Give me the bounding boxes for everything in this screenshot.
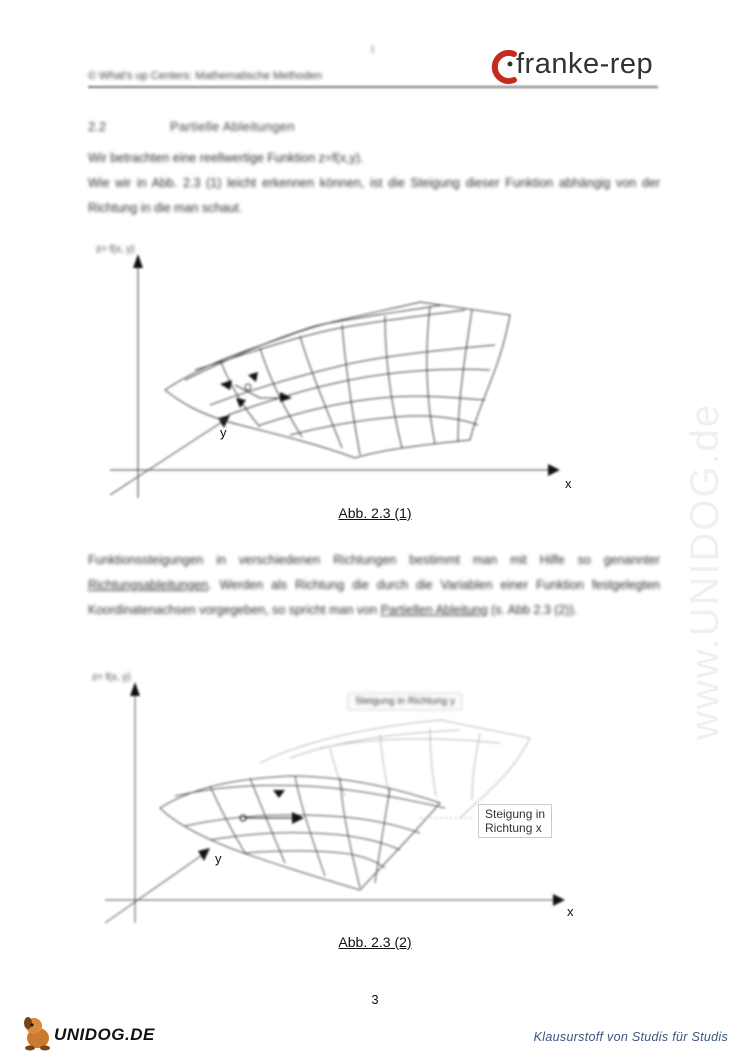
paragraph-1-line-2: Wie wir in Abb. 2.3 (1) leicht erkennen können, ist die Steigung dieser Funktion abhängig von der Richtung in die man schaut. bbox=[88, 176, 660, 215]
link-partiellen-ableitung[interactable]: Partiellen Ableitung bbox=[380, 603, 488, 617]
paragraph-1-line-1: Wir betrachten eine reellwertige Funktion z=f(x,y). bbox=[88, 151, 364, 165]
paragraph-2-part-2: . Werden als Richtung die durch die Variablen einer Funktion festgelegten Koordinatenachsen vorgegeben, so spricht man von bbox=[88, 578, 660, 617]
figure-1-y-label: y bbox=[220, 425, 227, 440]
franke-rep-logo bbox=[488, 46, 663, 86]
section-number: 2.2 bbox=[88, 119, 107, 134]
link-richtungsableitungen[interactable]: Richtungsableitungen bbox=[88, 578, 209, 592]
dog-icon bbox=[20, 1012, 56, 1052]
figure-1-x-label: x bbox=[565, 476, 572, 491]
header-rule bbox=[88, 86, 658, 88]
watermark-text: www.UNIDOG.de bbox=[683, 402, 727, 740]
unidog-logo-text: UNIDOG.DE bbox=[54, 1025, 155, 1044]
paragraph-2-part-3: (s. Abb 2.3 (2)). bbox=[487, 603, 578, 617]
franke-rep-logo-text: franke-rep bbox=[516, 48, 654, 80]
figure-1-caption: Abb. 2.3 (1) bbox=[338, 505, 412, 521]
page-number: 3 bbox=[371, 992, 379, 1007]
footer-tagline: Klausurstoff von Studis für Studis bbox=[533, 1030, 728, 1044]
paragraph-2-part-1: Funktionssteigungen in verschiedenen Richtungen bestimmt man mit Hilfe so genannter bbox=[88, 553, 660, 567]
figure-1-surface-plot bbox=[80, 240, 600, 502]
label-slope-direction-x bbox=[478, 804, 552, 838]
figure-2 bbox=[80, 668, 600, 933]
label-slope-direction-x-line-1: Steigung in bbox=[485, 807, 546, 821]
figure-1 bbox=[80, 240, 600, 502]
top-page-number: 1 bbox=[370, 44, 376, 54]
section-title: Partielle Ableitungen bbox=[170, 119, 295, 134]
figure-2-surface-plot bbox=[80, 668, 600, 933]
unidog-logo bbox=[20, 1012, 160, 1052]
figure-1-z-axis-label: z= f(x, y) bbox=[96, 244, 135, 255]
figure-2-caption: Abb. 2.3 (2) bbox=[338, 934, 412, 950]
label-slope-direction-y: Steigung in Richtung y bbox=[348, 693, 462, 710]
header-text: © What's up Centers: Mathematische Methoden bbox=[88, 70, 322, 82]
paragraph-2 bbox=[88, 548, 660, 623]
label-slope-direction-x-line-2: Richtung x bbox=[485, 821, 542, 835]
paragraph-1 bbox=[88, 146, 660, 221]
figure-2-y-label: y bbox=[215, 851, 222, 866]
figure-2-z-axis-label: z= f(x, y) bbox=[92, 672, 131, 683]
figure-2-x-label: x bbox=[567, 904, 574, 919]
watermark-text-graphic bbox=[640, 250, 750, 770]
watermark bbox=[640, 250, 750, 770]
